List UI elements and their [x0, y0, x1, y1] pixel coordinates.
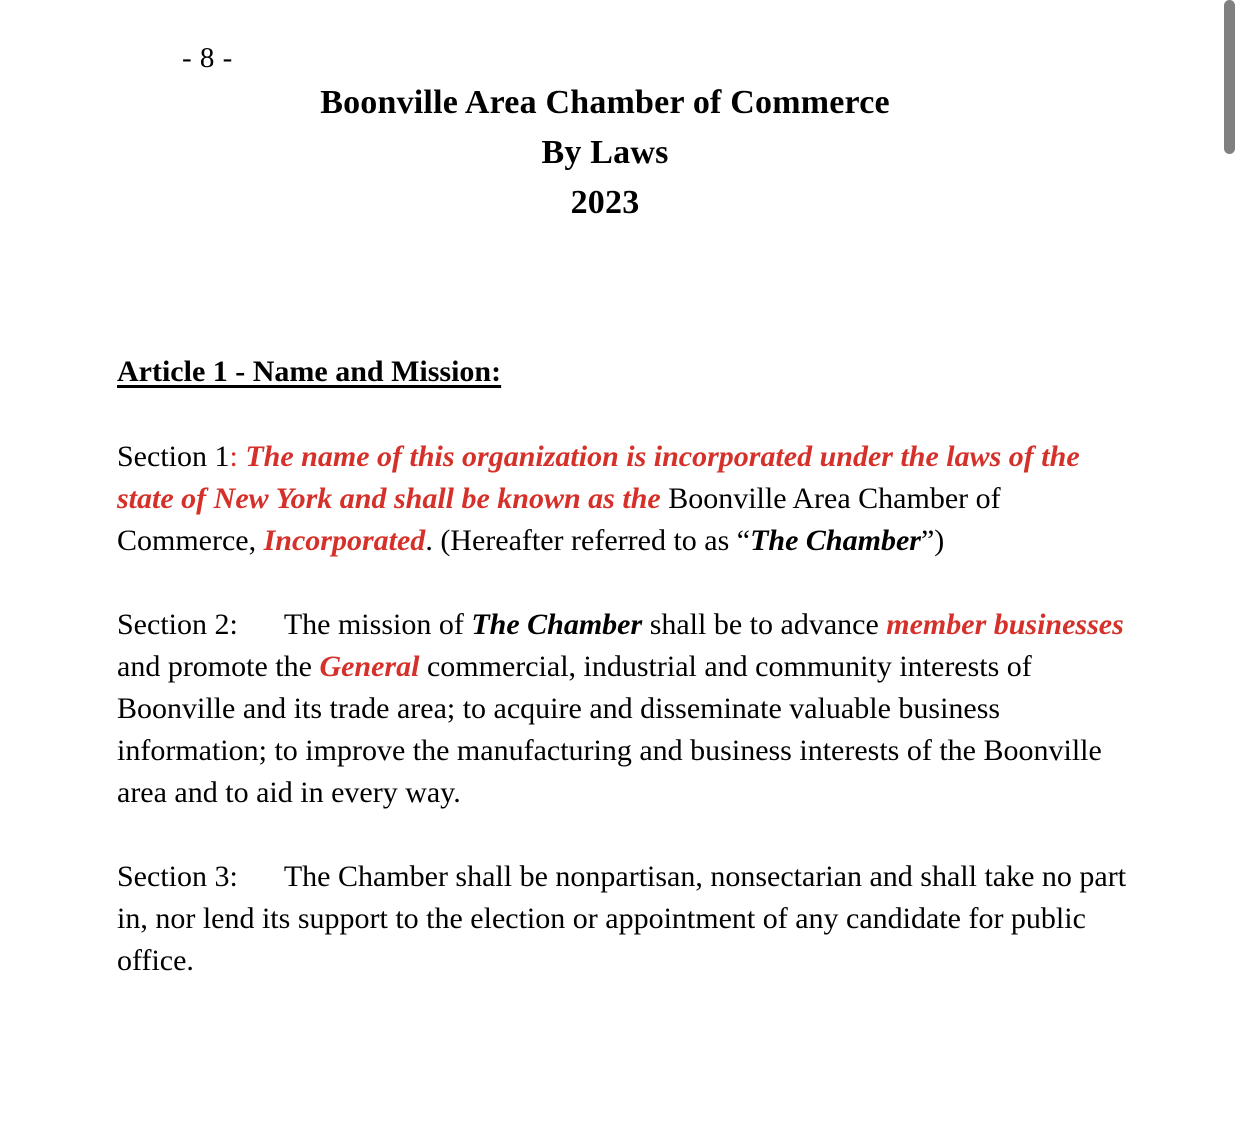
section-1-black-run-1: Boonville Area Chamber of Commerce,: [117, 482, 1001, 557]
section-1-label: Section 1: [117, 440, 230, 473]
section-2-black-run-2: shall be to advance: [642, 608, 887, 641]
spacer: [117, 392, 1127, 436]
section-1-red-run-2: Incorporated: [263, 524, 426, 557]
section-1-colon: :: [229, 440, 238, 473]
document-body: [117, 352, 1127, 982]
section-2-black-run-4: commercial, industrial and community interests of Boonville and its trade area; to acquire and disseminate valuable business information; to improve the manufacturing and business interests of the Boonville area and to aid in every way.: [117, 650, 1102, 809]
section-2-label: Section 2:: [117, 608, 238, 641]
spacer: [117, 814, 1127, 856]
document-title-line-1: Boonville Area Chamber of Commerce: [320, 84, 890, 121]
document-title-line-3: 2023: [570, 184, 640, 221]
section-3-paragraph: [117, 856, 1127, 982]
section-1-paragraph: [117, 436, 1127, 562]
section-2-chamber-term: The Chamber: [471, 608, 643, 641]
section-1-black-run-2: . (Hereafter referred to as “: [425, 524, 751, 557]
section-2-general-term: General: [319, 650, 420, 683]
article-heading-wrapper: [117, 352, 1127, 392]
article-heading: Article 1 - Name and Mission:: [117, 355, 502, 388]
document-title-block: [0, 78, 1210, 228]
section-2-black-run-1: The mission of: [283, 608, 472, 641]
section-1-black-run-3: ”): [920, 524, 945, 557]
section-2-member-businesses-term: member businesses: [886, 608, 1124, 641]
vertical-scrollbar-track[interactable]: [1224, 0, 1242, 1123]
page-number: - 8 -: [182, 42, 233, 74]
vertical-scrollbar-thumb[interactable]: [1224, 0, 1235, 154]
section-2-black-run-3: and promote the: [117, 650, 320, 683]
section-2-paragraph: [117, 604, 1127, 814]
document-title-line-2: By Laws: [541, 134, 669, 171]
section-1-red-run-1: The name of this organization is incorporated under the laws of the state of New York and shall be known as the: [117, 440, 1080, 515]
section-3-label: Section 3:: [117, 860, 238, 893]
section-1-chamber-term: The Chamber: [750, 524, 921, 557]
section-3-body: The Chamber shall be nonpartisan, nonsectarian and shall take no part in, nor lend its support to the election or appointment of any candidate for public office.: [117, 860, 1127, 977]
spacer: [117, 562, 1127, 604]
